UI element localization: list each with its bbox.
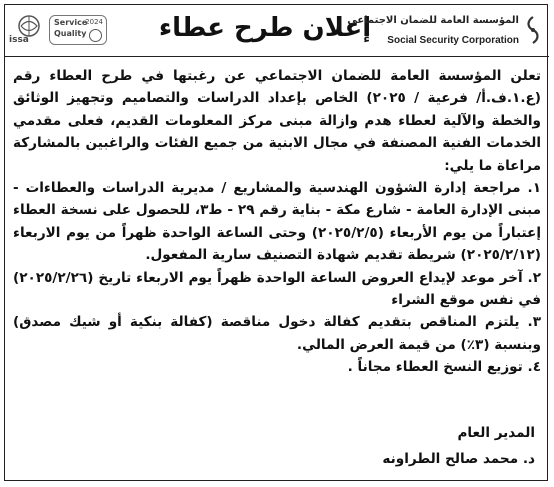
ssc-logo-icon xyxy=(523,15,543,45)
issa-label: issa xyxy=(9,35,29,45)
org-name-arabic: المؤسسة العامة للضمان الاجتماعي xyxy=(347,15,519,26)
list-item: ٢. آخر موعد لإيداع العروض الساعة الواحدة ظهراً يوم الاربعاء تاريخ (٢٠٢٥/٢/٢٦) في نفس موقع الشراء xyxy=(13,269,541,309)
seal-line-2: Quality xyxy=(54,29,87,38)
announcement-header xyxy=(5,5,549,57)
seal-line-1: Service xyxy=(54,18,88,27)
list-item: ٣. يلتزم المناقص بتقديم كفالة دخول مناقصة (كفالة بنكية أو شيك مصدق) وبنسبة (٣٪) من قيمة العرض المالي. xyxy=(13,314,541,353)
announcement-frame xyxy=(4,4,548,481)
intro-paragraph: تعلن المؤسسة العامة للضمان الاجتماعي عن رغبتها في طرح العطاء رقم (ع.١.ف.أ/ فرعية / ٢٠٢٥) الخاص بإعداد الدراسات والتصاميم وتجهيز الوثائق والخطة والآلية لعطاء هدم وازالة مبنى مركز المعلومات القديم، فعلى مقدمي الخدمات الفنية المصنفة في مجال الابنية من جميع الفئات والراغبين بالمشاركة مراعاة ما يلي: xyxy=(13,68,541,174)
seal-year: 2024 xyxy=(85,18,103,26)
page-title: إعلان طرح عطاء xyxy=(158,13,372,43)
list-item: ٤. توزيع النسخ العطاء مجاناً . xyxy=(347,359,541,376)
announcement-body xyxy=(13,65,541,379)
signatory-name: د. محمد صالح الطراونه xyxy=(382,451,535,467)
org-name-english: Social Security Corporation xyxy=(387,35,519,46)
service-quality-seal xyxy=(49,15,107,45)
check-icon xyxy=(89,29,102,42)
list-item: ١. مراجعة إدارة الشؤون الهندسية والمشاريع / مديرية الدراسات والعطاءات - مبنى الإدارة العامة - شارع مكة - بناية رقم ٢٩ - ط٣، للحصول على نسخة العطاء إعتباراً من يوم الأربعاء (٢٠٢٥/٢/٥) وحتى الساعة الواحدة ظهراً من يوم الاربعاء (٢٠٢٥/٢/١٢) شريطة تقديم شهادة التصنيف سارية المفعول. xyxy=(13,180,541,264)
signatory-title: المدير العام xyxy=(457,425,535,441)
